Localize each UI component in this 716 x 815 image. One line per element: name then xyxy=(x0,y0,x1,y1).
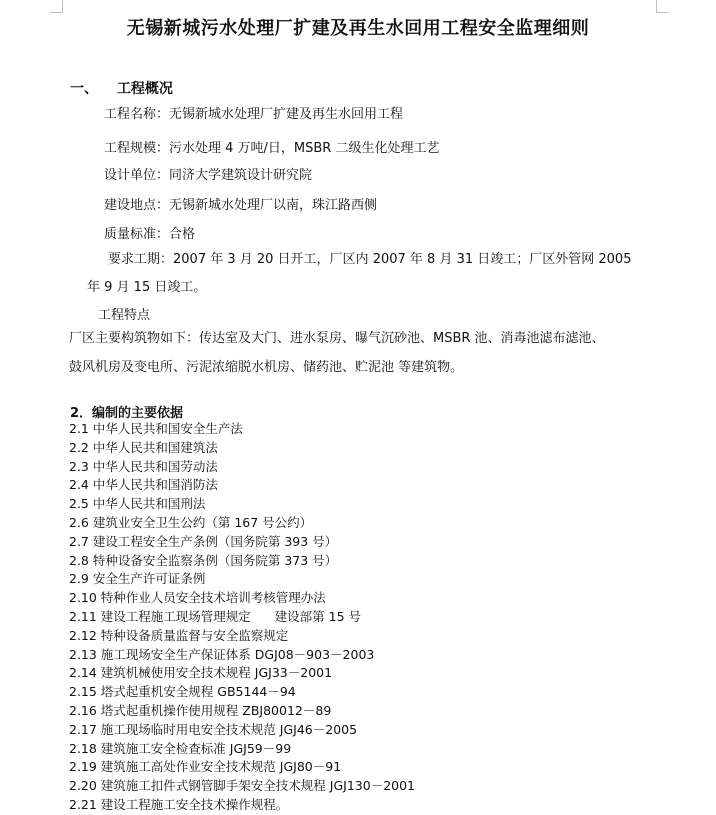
reference-item: 2.3 中华人民共和国劳动法 xyxy=(69,458,218,474)
design-unit-line: 设计单位：同济大学建筑设计研究院 xyxy=(104,168,313,183)
project-features-heading: 工程特点 xyxy=(98,308,151,323)
section-2-heading: 2．编制的主要依据 xyxy=(70,406,184,421)
reference-item: 2.16 塔式起重机操作使用规程 ZBJ80012－89 xyxy=(69,702,332,718)
reference-item: 2.7 建设工程安全生产条例（国务院第 393 号） xyxy=(69,533,338,549)
quality-standard-line: 质量标准：合格 xyxy=(104,227,196,242)
reference-item: 2.6 建筑业安全卫生公约（第 167 号公约） xyxy=(69,514,313,530)
reference-list xyxy=(69,420,415,815)
reference-item: 2.15 塔式起重机安全规程 GB5144－94 xyxy=(69,684,296,700)
reference-item: 2.18 建筑施工安全检查标准 JGJ59－99 xyxy=(69,740,292,756)
reference-item: 2.10 特种作业人员安全技术培训考核管理办法 xyxy=(69,590,326,606)
reference-item: 2.4 中华人民共和国消防法 xyxy=(69,477,218,493)
project-name-line: 工程名称：无锡新城水处理厂扩建及再生水回用工程 xyxy=(104,107,404,122)
reference-item: 2.8 特种设备安全监察条例（国务院第 373 号） xyxy=(69,552,338,568)
reference-item: 2.13 施工现场安全生产保证体系 DGJ08－903－2003 xyxy=(69,646,375,662)
reference-item: 2.19 建筑施工高处作业安全技术规范 JGJ80－91 xyxy=(69,759,342,775)
construction-site-line: 建设地点：无锡新城水处理厂以南，珠江路西侧 xyxy=(104,198,378,213)
main-structures-line-continued: 鼓风机房及变电所、污泥浓缩脱水机房、储药池、贮泥池 等建筑物。 xyxy=(69,360,464,375)
document-title: 无锡新城污水处理厂扩建及再生水回用工程安全监理细则 xyxy=(126,18,590,39)
reference-item: 2.21 建设工程施工安全技术操作规程。 xyxy=(69,796,289,812)
page-margin-mark-left xyxy=(50,0,63,13)
reference-item: 2.20 建筑施工扣件式钢管脚手架安全技术规程 JGJ130－2001 xyxy=(69,778,416,794)
section-1-number: 一、 xyxy=(70,81,98,97)
reference-item: 2.5 中华人民共和国刑法 xyxy=(69,496,206,512)
schedule-line: 要求工期：2007 年 3 月 20 日开工，厂区内 2007 年 8 月 31 日竣工；厂区外管网 2005 xyxy=(108,252,632,267)
page-margin-mark-right xyxy=(656,0,669,13)
project-scale-line: 工程规模：污水处理 4 万吨/日，MSBR 二级生化处理工艺 xyxy=(104,141,440,156)
reference-item: 2.17 施工现场临时用电安全技术规范 JGJ46－2005 xyxy=(69,721,358,737)
section-1-heading xyxy=(70,78,173,98)
section-1-title: 工程概况 xyxy=(116,81,173,97)
reference-item: 2.11 建设工程施工现场管理规定 建设部第 15 号 xyxy=(69,608,361,624)
reference-item: 2.9 安全生产许可证条例 xyxy=(69,571,206,587)
reference-item: 2.1 中华人民共和国安全生产法 xyxy=(69,421,243,436)
main-structures-line: 厂区主要构筑物如下：传达室及大门、进水泵房、曝气沉砂池、MSBR 池、消毒池滤布滤池、 xyxy=(69,331,605,346)
reference-item: 2.2 中华人民共和国建筑法 xyxy=(69,439,218,455)
schedule-line-continued: 年 9 月 15 日竣工。 xyxy=(87,280,207,295)
reference-item: 2.12 特种设备质量监督与安全监察规定 xyxy=(69,627,289,643)
reference-item: 2.14 建筑机械使用安全技术规程 JGJ33－2001 xyxy=(69,665,333,681)
